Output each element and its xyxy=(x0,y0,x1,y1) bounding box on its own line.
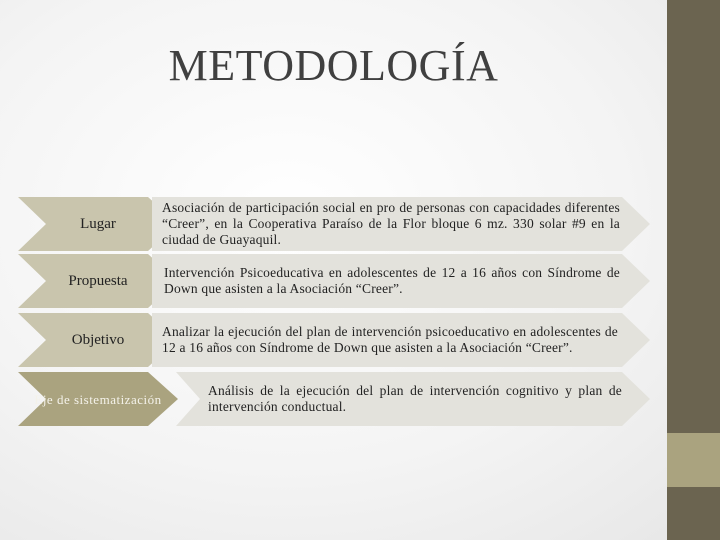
row-label: Lugar xyxy=(80,215,116,232)
chevron-eje xyxy=(18,372,178,426)
row-label: Objetivo xyxy=(71,331,125,348)
description-box xyxy=(176,372,650,426)
row-description: Intervención Psicoeducativa en adolescentes de 12 a 16 años con Síndrome de Down que asisten a la Asociación “Creer”. xyxy=(164,265,620,296)
side-accent-block xyxy=(667,433,720,487)
row-label: Eje de sistematización xyxy=(34,391,162,407)
row-label: Propuesta xyxy=(68,272,128,289)
description-box xyxy=(152,313,650,367)
description-box xyxy=(152,197,650,251)
row-description: Asociación de participación social en pro de personas con capacidades diferentes “Creer”, en la Cooperativa Paraíso de la Flor bloque 6 mz. 330 solar #9 en la ciudad de Guayaquil. xyxy=(162,200,620,247)
row-description: Analizar la ejecución del plan de intervención psicoeducativo en adolescentes de 12 a 16 años con Síndrome de Down que asisten a la Asociación “Creer”. xyxy=(162,324,618,355)
description-box xyxy=(152,254,650,308)
row-description: Análisis de la ejecución del plan de intervención cognitivo y plan de intervención conductual. xyxy=(208,383,622,414)
slide-title: METODOLOGÍA xyxy=(168,41,499,90)
